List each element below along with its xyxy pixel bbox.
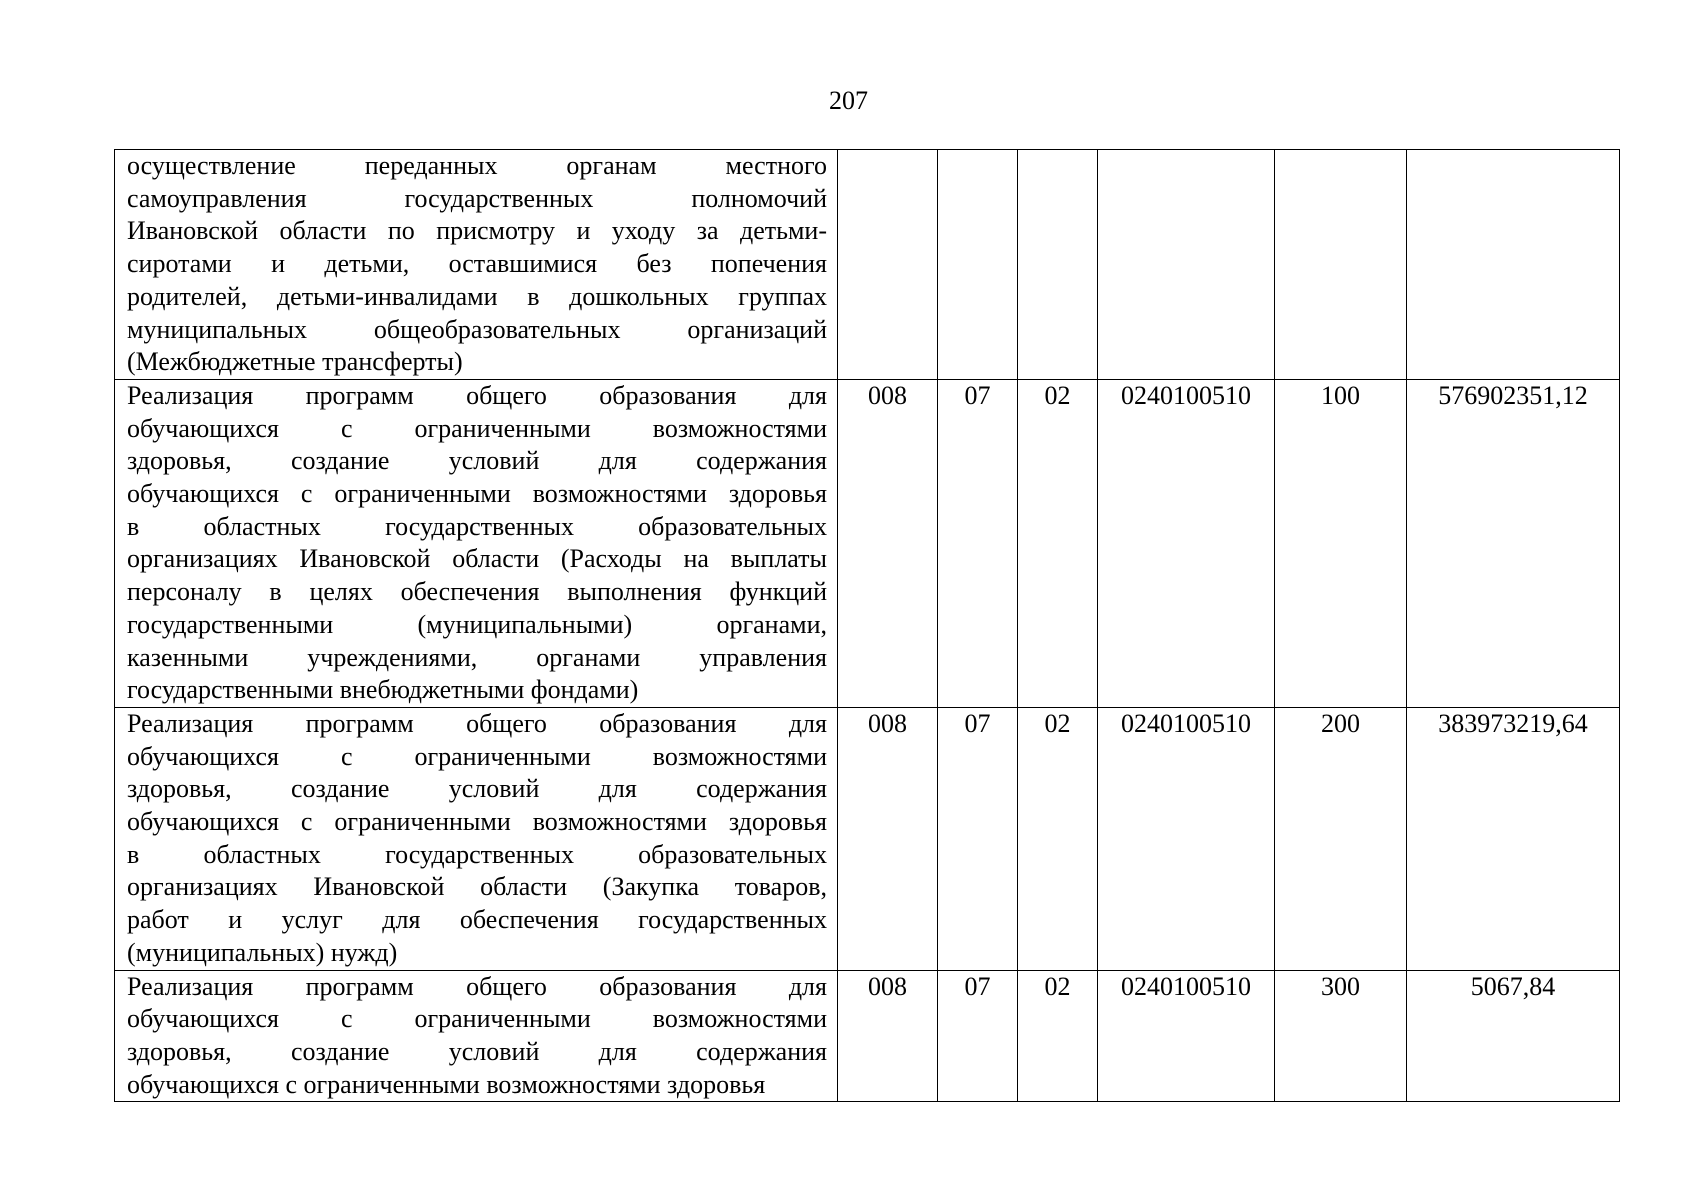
description-line: (муниципальных) нужд) [127, 937, 398, 967]
description-cell [115, 970, 838, 1102]
section-code-cell: 07 [938, 379, 1018, 707]
description-line: муниципальных общеобразовательных организаций [127, 314, 827, 344]
description-line: осуществление переданных органам местного [127, 151, 827, 180]
amount-cell: 383973219,64 [1407, 707, 1620, 970]
ministry-code-cell: 008 [838, 970, 938, 1102]
section-code-cell: 07 [938, 707, 1018, 970]
subsection-code-cell: 02 [1018, 707, 1098, 970]
expense-type-cell: 300 [1275, 970, 1407, 1102]
description-line: Реализация программ общего образования для [127, 971, 827, 1001]
description-line: обучающихся с ограниченными возможностями здоровья [127, 479, 827, 509]
description-line: обучающихся с ограниченными возможностями здоровья [127, 1069, 766, 1099]
expense-type-cell: 200 [1275, 707, 1407, 970]
target-article-cell: 0240100510 [1098, 379, 1275, 707]
amount-cell: 576902351,12 [1407, 379, 1620, 707]
table-row [115, 970, 1620, 1102]
description-line: здоровья, создание условий для содержания [127, 446, 827, 476]
description-cell [115, 150, 838, 380]
description-line: (Межбюджетные трансферты) [127, 347, 463, 377]
subsection-code-cell: 02 [1018, 379, 1098, 707]
amount-cell: 5067,84 [1407, 970, 1620, 1102]
description-cell [115, 379, 838, 707]
budget-table [114, 149, 1620, 1102]
amount-cell [1407, 150, 1620, 380]
description-line: Реализация программ общего образования для [127, 708, 827, 738]
table-body [115, 150, 1620, 1102]
description-line: самоуправления государственных полномочий [127, 183, 827, 213]
ministry-code-cell: 008 [838, 379, 938, 707]
target-article-cell [1098, 150, 1275, 380]
description-line: Реализация программ общего образования для [127, 380, 827, 410]
description-line: организациях Ивановской области (Закупка товаров, [127, 872, 827, 902]
description-line: здоровья, создание условий для содержания [127, 774, 827, 804]
description-line: Ивановской области по присмотру и уходу за детьми- [127, 216, 827, 246]
description-line: обучающихся с ограниченными возможностями здоровья [127, 807, 827, 837]
table-row [115, 150, 1620, 380]
description-line: сиротами и детьми, оставшимися без попечения [127, 249, 827, 279]
description-line: родителей, детьми-инвалидами в дошкольных группах [127, 281, 827, 311]
description-line: в областных государственных образовательных [127, 839, 827, 869]
table-row [115, 707, 1620, 970]
page-number: 207 [829, 86, 868, 115]
target-article-cell: 0240100510 [1098, 707, 1275, 970]
description-line: государственными (муниципальными) органами, [127, 609, 827, 639]
description-line: организациях Ивановской области (Расходы на выплаты [127, 544, 827, 574]
section-code-cell [938, 150, 1018, 380]
description-line: в областных государственных образовательных [127, 511, 827, 541]
description-line: обучающихся с ограниченными возможностями [127, 741, 827, 771]
section-code-cell: 07 [938, 970, 1018, 1102]
subsection-code-cell [1018, 150, 1098, 380]
description-line: обучающихся с ограниченными возможностями [127, 1004, 827, 1034]
ministry-code-cell: 008 [838, 707, 938, 970]
table-row [115, 379, 1620, 707]
description-line: здоровья, создание условий для содержания [127, 1036, 827, 1066]
description-line: персоналу в целях обеспечения выполнения функций [127, 577, 827, 607]
description-line: государственными внебюджетными фондами) [127, 675, 639, 705]
target-article-cell: 0240100510 [1098, 970, 1275, 1102]
ministry-code-cell [838, 150, 938, 380]
expense-type-cell [1275, 150, 1407, 380]
description-line: обучающихся с ограниченными возможностями [127, 413, 827, 443]
description-cell [115, 707, 838, 970]
subsection-code-cell: 02 [1018, 970, 1098, 1102]
description-line: работ и услуг для обеспечения государственных [127, 905, 827, 935]
expense-type-cell: 100 [1275, 379, 1407, 707]
description-line: казенными учреждениями, органами управления [127, 642, 827, 672]
